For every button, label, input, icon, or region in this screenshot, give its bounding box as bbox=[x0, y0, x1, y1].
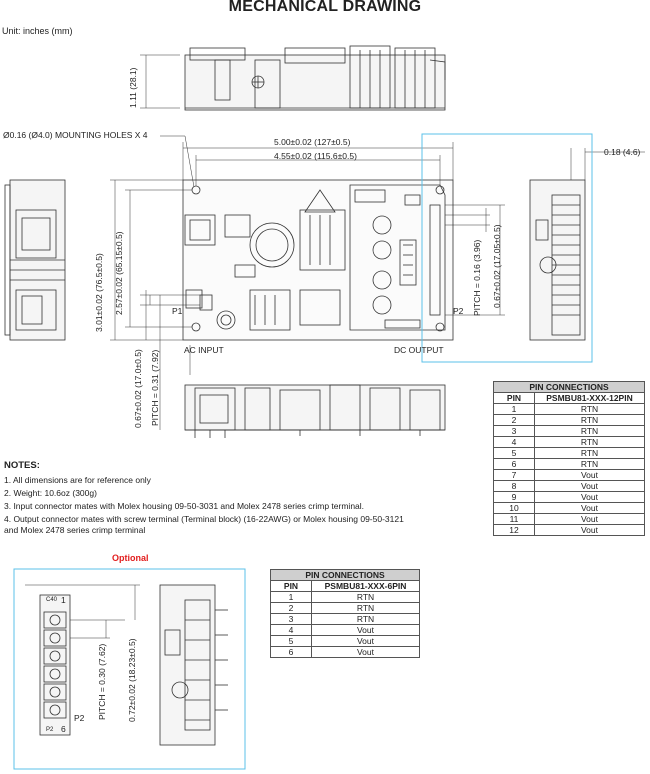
pin-number-cell: 1 bbox=[271, 592, 312, 603]
side-view-left bbox=[5, 180, 65, 340]
opt-pitch-label: PITCH = 0.30 (7.62) bbox=[97, 643, 107, 720]
table-row bbox=[494, 514, 645, 525]
table-row bbox=[494, 481, 645, 492]
pin-number-cell: 1 bbox=[494, 404, 535, 415]
pin-number-cell: 2 bbox=[494, 415, 535, 426]
note-item: and Molex 2478 series crimp terminal bbox=[4, 525, 146, 535]
ac-input-label: AC INPUT bbox=[184, 345, 224, 355]
side-height-label: 1.11 (28.1) bbox=[128, 67, 138, 108]
table-row bbox=[271, 603, 420, 614]
table-header-model: PSMBU81-XXX-6PIN bbox=[312, 581, 420, 592]
pin-number-cell: 11 bbox=[494, 514, 535, 525]
pin-function-cell: Vout bbox=[535, 470, 645, 481]
table-header-pin: PIN bbox=[494, 393, 535, 404]
pin-number-cell: 5 bbox=[271, 636, 312, 647]
table-row bbox=[271, 647, 420, 658]
table-row bbox=[494, 470, 645, 481]
pin-function-cell: RTN bbox=[535, 404, 645, 415]
unit-note: Unit: inches (mm) bbox=[2, 26, 73, 36]
pin-function-cell: RTN bbox=[535, 459, 645, 470]
table-row bbox=[271, 614, 420, 625]
pin-number-cell: 9 bbox=[494, 492, 535, 503]
table-caption: PIN CONNECTIONS bbox=[494, 382, 645, 393]
pin-number-cell: 4 bbox=[494, 437, 535, 448]
pin-number-cell: 3 bbox=[271, 614, 312, 625]
pin-number-cell: 6 bbox=[494, 459, 535, 470]
pin-number-cell: 6 bbox=[271, 647, 312, 658]
pin-function-cell: Vout bbox=[535, 514, 645, 525]
table-row bbox=[494, 437, 645, 448]
pin-function-cell: Vout bbox=[535, 481, 645, 492]
pin-number-cell: 2 bbox=[271, 603, 312, 614]
pin-number-cell: 5 bbox=[494, 448, 535, 459]
optional-label: Optional bbox=[112, 553, 149, 563]
table-header-model: PSMBU81-XXX-12PIN bbox=[535, 393, 645, 404]
table-row bbox=[494, 525, 645, 536]
dim-pitch-p1: PITCH = 0.31 (7.92) bbox=[150, 349, 160, 426]
table-row bbox=[271, 636, 420, 647]
dim-width-total: 5.00±0.02 (127±0.5) bbox=[274, 137, 351, 147]
dim-p1-offset: 0.67±0.02 (17.0±0.5) bbox=[133, 349, 143, 428]
dim-right-thickness: 0.18 (4.6) bbox=[604, 147, 641, 157]
pin-function-cell: Vout bbox=[535, 525, 645, 536]
pin-number-cell: 12 bbox=[494, 525, 535, 536]
note-item: 2. Weight: 10.6oz (300g) bbox=[4, 488, 97, 498]
side-view-bottom bbox=[185, 385, 445, 438]
opt-pin6-label: 6 bbox=[61, 724, 66, 734]
pin-function-cell: Vout bbox=[535, 503, 645, 514]
table-row bbox=[494, 415, 645, 426]
dim-height-total: 3.01±0.02 (76.5±0.5) bbox=[94, 253, 104, 332]
dim-p2-offset: 0.67±0.02 (17.05±0.5) bbox=[492, 224, 502, 308]
page-title: MECHANICAL DRAWING bbox=[228, 0, 422, 15]
pin-function-cell: RTN bbox=[535, 437, 645, 448]
pin-function-cell: RTN bbox=[535, 448, 645, 459]
pin-number-cell: 7 bbox=[494, 470, 535, 481]
pin-number-cell: 10 bbox=[494, 503, 535, 514]
table-row bbox=[494, 448, 645, 459]
opt-offset-label: 0.72±0.02 (18.23±0.5) bbox=[127, 638, 137, 722]
notes-title: NOTES: bbox=[4, 460, 40, 471]
table-header-pin: PIN bbox=[271, 581, 312, 592]
pin-number-cell: 4 bbox=[271, 625, 312, 636]
pin-function-cell: Vout bbox=[535, 492, 645, 503]
pin-function-cell: RTN bbox=[312, 603, 420, 614]
table-row bbox=[494, 492, 645, 503]
pin-table-12 bbox=[493, 381, 645, 536]
pin-number-cell: 3 bbox=[494, 426, 535, 437]
pin-function-cell: Vout bbox=[312, 647, 420, 658]
note-item: 1. All dimensions are for reference only bbox=[4, 475, 151, 485]
table-row bbox=[494, 459, 645, 470]
opt-p2-label: P2 bbox=[74, 713, 85, 723]
note-item: 3. Input connector mates with Molex housing 09-50-3031 and Molex 2478 series crimp terminal. bbox=[4, 501, 365, 511]
dim-height-holes: 2.57±0.02 (65.15±0.5) bbox=[114, 231, 124, 315]
mounting-holes-label: Ø0.16 (Ø4.0) MOUNTING HOLES X 4 bbox=[3, 130, 148, 140]
pin-function-cell: Vout bbox=[312, 625, 420, 636]
side-view-top bbox=[140, 46, 445, 110]
pin-function-cell: RTN bbox=[535, 415, 645, 426]
table-row bbox=[271, 592, 420, 603]
dc-output-label: DC OUTPUT bbox=[394, 345, 444, 355]
side-view-right bbox=[530, 148, 645, 340]
pin-function-cell: Vout bbox=[312, 636, 420, 647]
table-row bbox=[494, 426, 645, 437]
pin-function-cell: RTN bbox=[312, 592, 420, 603]
dim-width-holes: 4.55±0.02 (115.6±0.5) bbox=[274, 151, 357, 161]
pin-function-cell: RTN bbox=[312, 614, 420, 625]
p1-label: P1 bbox=[172, 306, 183, 316]
pin-function-cell: RTN bbox=[535, 426, 645, 437]
pin-table-6 bbox=[270, 569, 420, 658]
main-board bbox=[183, 180, 453, 340]
table-row bbox=[271, 625, 420, 636]
note-item: 4. Output connector mates with screw terminal (Terminal block) (16-22AWG) or Molex housing 09-50-3121 bbox=[4, 514, 404, 524]
pin-number-cell: 8 bbox=[494, 481, 535, 492]
opt-c40-label: C40 bbox=[46, 597, 58, 603]
table-row bbox=[494, 503, 645, 514]
opt-p2-small-label: P2 bbox=[46, 727, 54, 733]
table-row bbox=[494, 404, 645, 415]
dim-pitch-p2: PITCH = 0.16 (3.96) bbox=[472, 239, 482, 316]
opt-pin1-label: 1 bbox=[61, 595, 66, 605]
table-caption: PIN CONNECTIONS bbox=[271, 570, 420, 581]
p2-label: P2 bbox=[453, 306, 464, 316]
